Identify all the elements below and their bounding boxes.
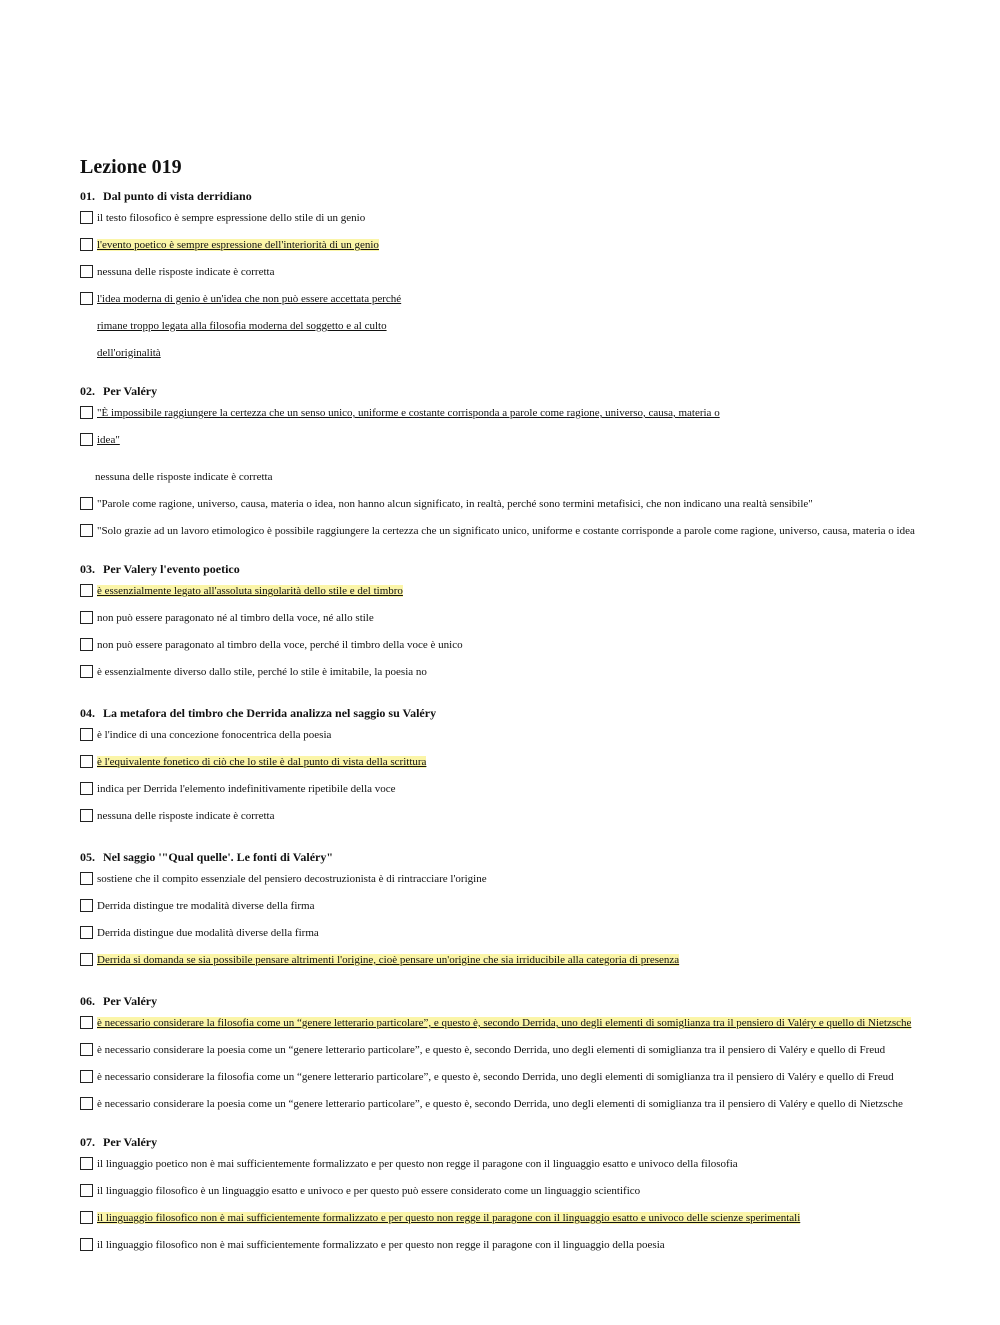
answer-checkbox[interactable] bbox=[80, 1211, 93, 1224]
answer-option[interactable] bbox=[80, 433, 920, 448]
question-title bbox=[80, 993, 920, 1009]
answer-checkbox[interactable] bbox=[80, 953, 93, 966]
question-text: Per Valéry bbox=[103, 1135, 158, 1149]
answer-text: nessuna delle risposte indicate è corretta bbox=[97, 266, 275, 278]
question-03 bbox=[80, 561, 920, 680]
question-title bbox=[80, 1134, 920, 1150]
answer-checkbox[interactable] bbox=[80, 1097, 93, 1110]
question-05 bbox=[80, 849, 920, 968]
answer-option[interactable] bbox=[80, 524, 920, 539]
answer-text: l'evento poetico è sempre espressione dell'interiorità di un genio bbox=[97, 239, 379, 251]
answer-text: "Parole come ragione, universo, causa, materia o idea, non hanno alcun significato, in realtà, perché sono termini metafisici, che non indicano una realtà sensibile" bbox=[97, 498, 813, 510]
answer-checkbox[interactable] bbox=[80, 926, 93, 939]
answer-option[interactable] bbox=[80, 926, 920, 941]
question-title bbox=[80, 849, 920, 865]
answer-checkbox[interactable] bbox=[80, 809, 93, 822]
question-number: 06. bbox=[80, 994, 95, 1008]
answer-checkbox[interactable] bbox=[80, 497, 93, 510]
question-number: 03. bbox=[80, 562, 95, 576]
answer-option[interactable] bbox=[80, 292, 920, 361]
answer-text: indica per Derrida l'elemento indefinitivamente ripetibile della voce bbox=[97, 783, 396, 795]
answer-checkbox[interactable] bbox=[80, 899, 93, 912]
question-text: Per Valéry bbox=[103, 384, 158, 398]
answer-text: è l'indice di una concezione fonocentrica della poesia bbox=[97, 729, 332, 741]
answer-option[interactable] bbox=[80, 809, 920, 824]
answer-checkbox[interactable] bbox=[80, 238, 93, 251]
answer-option[interactable] bbox=[80, 1070, 920, 1085]
answer-text: Derrida si domanda se sia possibile pensare altrimenti l'origine, cioè pensare un'origine che sia irriducibile alla categoria di presenza bbox=[97, 954, 680, 966]
answer-text: il linguaggio filosofico non è mai sufficientemente formalizzato e per questo non regge il paragone con il linguaggio esatto e univoco delle scienze sperimentali bbox=[97, 1212, 801, 1224]
answer-checkbox[interactable] bbox=[80, 211, 93, 224]
answer-checkbox[interactable] bbox=[80, 524, 93, 537]
answer-option-highlighted[interactable] bbox=[80, 755, 920, 770]
answer-checkbox[interactable] bbox=[80, 611, 93, 624]
answer-text: sostiene che il compito essenziale del pensiero decostruzionista è di rintracciare l'origine bbox=[97, 873, 487, 885]
answer-checkbox[interactable] bbox=[80, 1184, 93, 1197]
answer-option-highlighted[interactable] bbox=[80, 584, 920, 599]
question-01 bbox=[80, 188, 920, 361]
answer-text: il linguaggio poetico non è mai sufficientemente formalizzato e per questo non regge il paragone con il linguaggio esatto e univoco della filosofia bbox=[97, 1158, 738, 1170]
answer-option[interactable] bbox=[80, 611, 920, 626]
question-text: Per Valéry bbox=[103, 994, 158, 1008]
answer-text: è essenzialmente legato all'assoluta singolarità dello stile e del timbro bbox=[97, 585, 403, 597]
answer-checkbox[interactable] bbox=[80, 1238, 93, 1251]
answer-text: è essenzialmente diverso dallo stile, perché lo stile è imitabile, la poesia no bbox=[97, 666, 427, 678]
answer-text: non può essere paragonato al timbro della voce, perché il timbro della voce è unico bbox=[97, 639, 463, 651]
answer-text: nessuna delle risposte indicate è corretta bbox=[97, 810, 275, 822]
answer-checkbox[interactable] bbox=[80, 1016, 93, 1029]
answer-text-continued: rimane troppo legata alla filosofia moderna del soggetto e al culto bbox=[97, 320, 387, 332]
question-number: 07. bbox=[80, 1135, 95, 1149]
answer-option[interactable] bbox=[80, 782, 920, 797]
answer-checkbox[interactable] bbox=[80, 665, 93, 678]
answer-option[interactable] bbox=[80, 1238, 920, 1253]
question-number: 05. bbox=[80, 850, 95, 864]
answer-text: è l'equivalente fonetico di ciò che lo stile è dal punto di vista della scrittura bbox=[97, 756, 427, 768]
question-text: Per Valery l'evento poetico bbox=[103, 562, 240, 576]
question-06 bbox=[80, 993, 920, 1112]
answer-option[interactable] bbox=[80, 728, 920, 743]
answer-text: è necessario considerare la filosofia come un “genere letterario particolare”, e questo è, secondo Derrida, uno degli elementi di somiglianza tra il pensiero di Valéry e quello di Freud bbox=[97, 1071, 894, 1083]
answer-checkbox[interactable] bbox=[80, 292, 93, 305]
question-number: 01. bbox=[80, 189, 95, 203]
question-02 bbox=[80, 383, 920, 539]
question-title bbox=[80, 383, 920, 399]
answer-text: non può essere paragonato né al timbro della voce, né allo stile bbox=[97, 612, 374, 624]
answer-option[interactable] bbox=[80, 211, 920, 226]
answer-checkbox[interactable] bbox=[80, 872, 93, 885]
answer-checkbox[interactable] bbox=[80, 406, 93, 419]
question-text: Nel saggio '"Qual quelle'. Le fonti di Valéry" bbox=[103, 850, 334, 864]
answer-option[interactable] bbox=[80, 1097, 920, 1112]
question-title bbox=[80, 188, 920, 204]
answer-checkbox[interactable] bbox=[80, 638, 93, 651]
answer-checkbox[interactable] bbox=[80, 1070, 93, 1083]
answer-text: l'idea moderna di genio è un'idea che non può essere accettata perché bbox=[97, 293, 402, 305]
answer-text: il linguaggio filosofico è un linguaggio esatto e univoco e per questo può essere considerato come un linguaggio scientifico bbox=[97, 1185, 641, 1197]
answer-option-highlighted[interactable] bbox=[80, 1016, 920, 1031]
question-text: La metafora del timbro che Derrida analizza nel saggio su Valéry bbox=[103, 706, 437, 720]
answer-text: è necessario considerare la filosofia come un “genere letterario particolare”, e questo è, secondo Derrida, uno degli elementi di somiglianza tra il pensiero di Valéry e quello di Nietzsche bbox=[97, 1017, 912, 1029]
answer-option[interactable] bbox=[80, 406, 920, 421]
answer-text: Derrida distingue tre modalità diverse della firma bbox=[97, 900, 315, 912]
answer-option[interactable] bbox=[80, 665, 920, 680]
answer-checkbox[interactable] bbox=[80, 755, 93, 768]
answer-option[interactable] bbox=[80, 872, 920, 887]
answer-checkbox[interactable] bbox=[80, 782, 93, 795]
answer-text: "È impossibile raggiungere la certezza che un senso unico, uniforme e costante corrisponda a parole come ragione, universo, causa, materia o bbox=[97, 407, 720, 419]
question-number: 04. bbox=[80, 706, 95, 720]
answer-text: nessuna delle risposte indicate è corretta bbox=[95, 471, 273, 483]
answer-checkbox[interactable] bbox=[80, 584, 93, 597]
answer-text: il testo filosofico è sempre espressione dello stile di un genio bbox=[97, 212, 366, 224]
answer-option[interactable] bbox=[80, 1184, 920, 1199]
answer-option[interactable] bbox=[80, 1157, 920, 1172]
answer-option-highlighted[interactable] bbox=[80, 238, 920, 253]
answer-option-no-checkbox[interactable] bbox=[80, 470, 920, 485]
question-text: Dal punto di vista derridiano bbox=[103, 189, 252, 203]
answer-checkbox[interactable] bbox=[80, 1043, 93, 1056]
answer-text-continued: dell'originalità bbox=[97, 347, 161, 359]
answer-text: Derrida distingue due modalità diverse della firma bbox=[97, 927, 319, 939]
question-07 bbox=[80, 1134, 920, 1253]
answer-option[interactable] bbox=[80, 497, 920, 512]
answer-checkbox[interactable] bbox=[80, 728, 93, 741]
answer-option[interactable] bbox=[80, 265, 920, 280]
answer-checkbox[interactable] bbox=[80, 433, 93, 446]
question-title bbox=[80, 561, 920, 577]
answer-text: è necessario considerare la poesia come un “genere letterario particolare”, e questo è, secondo Derrida, uno degli elementi di somiglianza tra il pensiero di Valéry e quello di Nietzsche bbox=[97, 1098, 903, 1110]
answer-option[interactable] bbox=[80, 1043, 920, 1058]
answer-checkbox[interactable] bbox=[80, 265, 93, 278]
question-04 bbox=[80, 705, 920, 824]
lesson-title: Lezione 019 bbox=[80, 156, 182, 178]
answer-text: il linguaggio filosofico non è mai sufficientemente formalizzato e per questo non regge il paragone con il linguaggio della poesia bbox=[97, 1239, 665, 1251]
answer-option-highlighted[interactable] bbox=[80, 1211, 920, 1226]
answer-checkbox[interactable] bbox=[80, 1157, 93, 1170]
answer-text: è necessario considerare la poesia come un “genere letterario particolare”, e questo è, secondo Derrida, uno degli elementi di somiglianza tra il pensiero di Valéry e quello di Freud bbox=[97, 1044, 886, 1056]
question-number: 02. bbox=[80, 384, 95, 398]
question-title bbox=[80, 705, 920, 721]
answer-text: idea" bbox=[97, 434, 120, 446]
answer-text: "Solo grazie ad un lavoro etimologico è possibile raggiungere la certezza che un significato unico, uniforme e costante corrisponde a parole come ragione, universo, causa, materia o idea bbox=[97, 525, 915, 537]
document-page bbox=[80, 155, 920, 1265]
answer-option[interactable] bbox=[80, 899, 920, 914]
answer-option-highlighted[interactable] bbox=[80, 953, 920, 968]
answer-option[interactable] bbox=[80, 638, 920, 653]
